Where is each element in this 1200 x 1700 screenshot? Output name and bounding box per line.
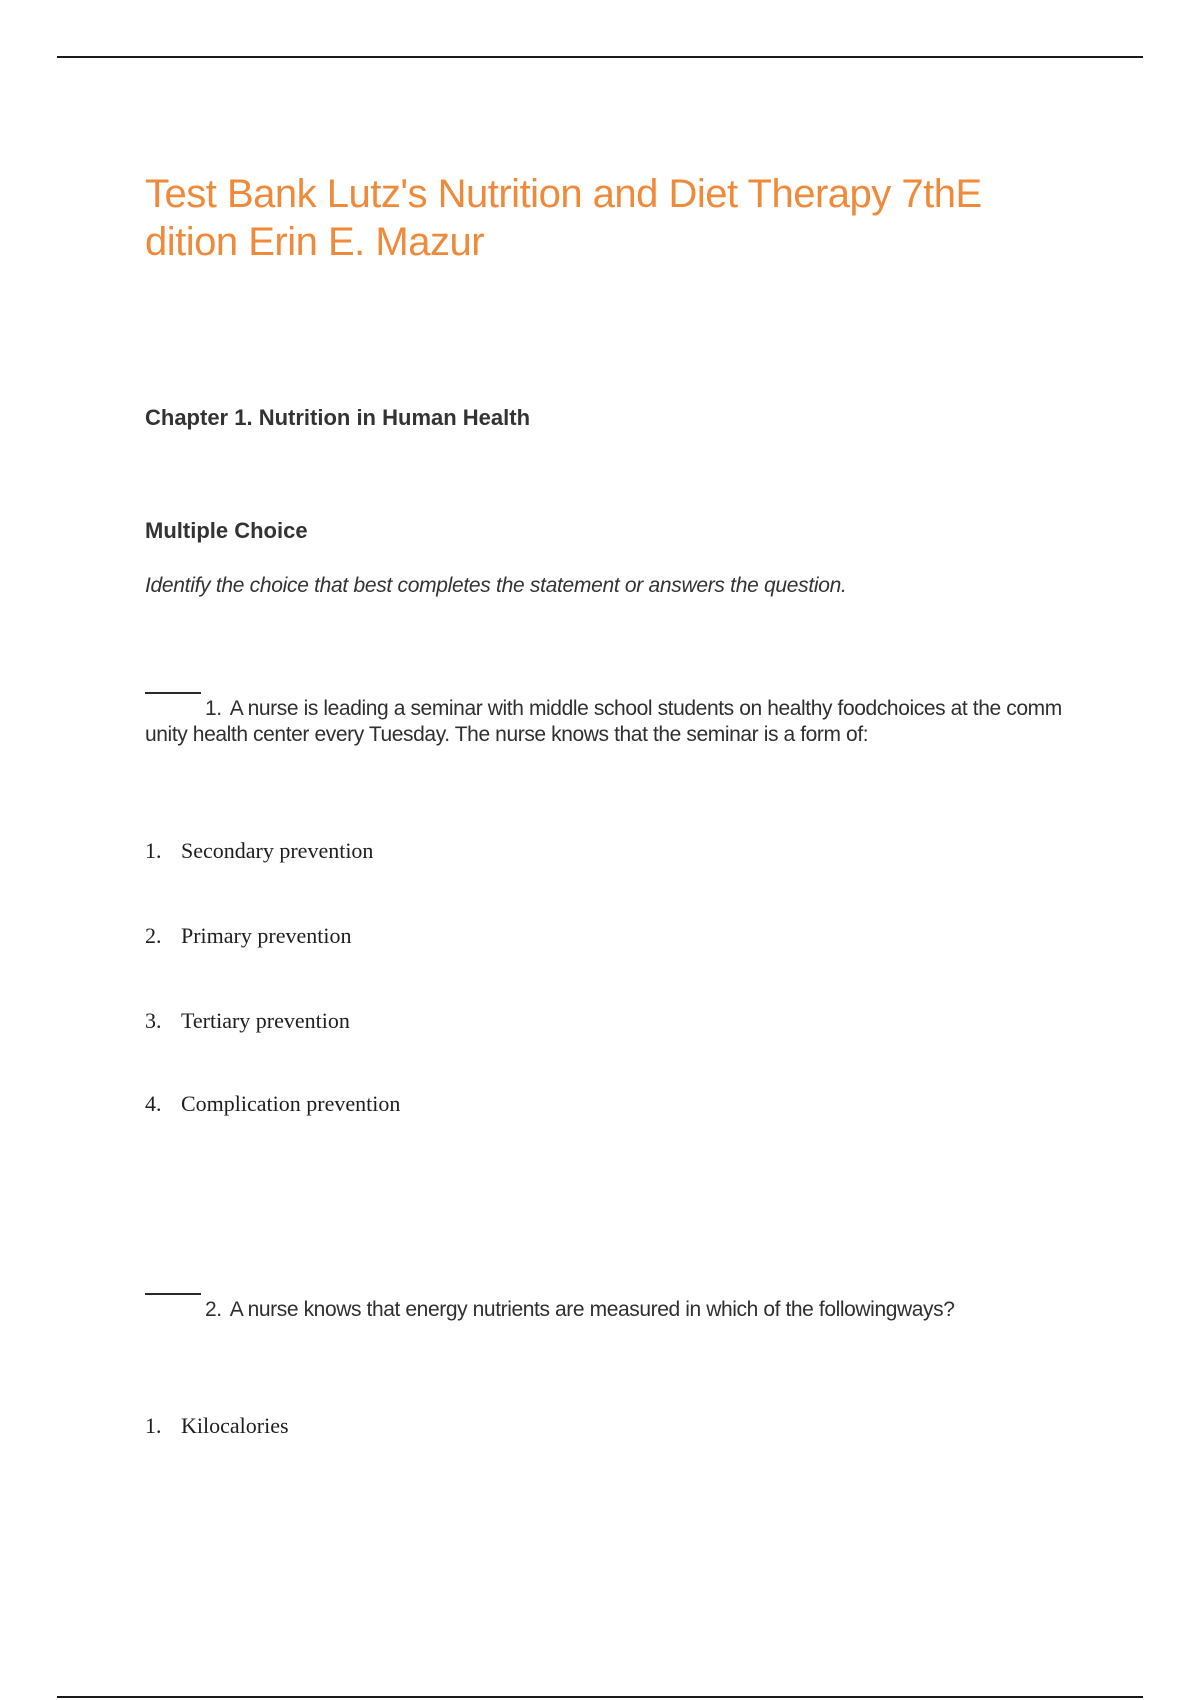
- choice-text: Primary prevention: [181, 923, 352, 948]
- choice-text: Kilocalories: [181, 1413, 289, 1438]
- choice-number: 4.: [145, 1091, 162, 1116]
- question-1: [145, 696, 1065, 748]
- question-1-choice-3: [145, 1008, 350, 1034]
- question-2: [145, 1297, 1065, 1323]
- choice-number: 1.: [145, 838, 162, 863]
- question-1-choice-2: [145, 923, 351, 949]
- answer-blank: [145, 692, 201, 708]
- choice-number: 2.: [145, 923, 162, 948]
- choice-text: Complication prevention: [181, 1091, 401, 1116]
- question-number: 1.: [205, 697, 222, 720]
- page-bottom-rule: [57, 1696, 1143, 1698]
- choice-number: 1.: [145, 1413, 162, 1438]
- question-1-choice-4: [145, 1091, 400, 1117]
- question-text: A nurse knows that energy nutrients are measured in which of the followingways?: [229, 1298, 955, 1321]
- document-title: Test Bank Lutz's Nutrition and Diet Therapy 7thE dition Erin E. Mazur: [145, 172, 982, 264]
- section-heading: Multiple Choice: [145, 518, 308, 543]
- chapter-heading: Chapter 1. Nutrition in Human Health: [145, 405, 531, 430]
- page-top-rule: [57, 56, 1143, 58]
- question-2-choice-1: [145, 1413, 289, 1439]
- question-1-stem: [145, 696, 1065, 748]
- question-number: 2.: [205, 1298, 222, 1321]
- choice-text: Secondary prevention: [181, 838, 374, 863]
- choice-text: Tertiary prevention: [181, 1008, 350, 1033]
- answer-blank: [145, 1293, 201, 1309]
- instructions-text: Identify the choice that best completes the statement or answers the question.: [145, 574, 847, 597]
- question-2-stem: [145, 1297, 1065, 1323]
- question-1-choice-1: [145, 838, 373, 864]
- question-text: A nurse is leading a seminar with middle school students on healthy foodchoices at the community health center every Tuesday. The nurse knows that the seminar is a form of:: [145, 697, 1062, 746]
- choice-number: 3.: [145, 1008, 162, 1033]
